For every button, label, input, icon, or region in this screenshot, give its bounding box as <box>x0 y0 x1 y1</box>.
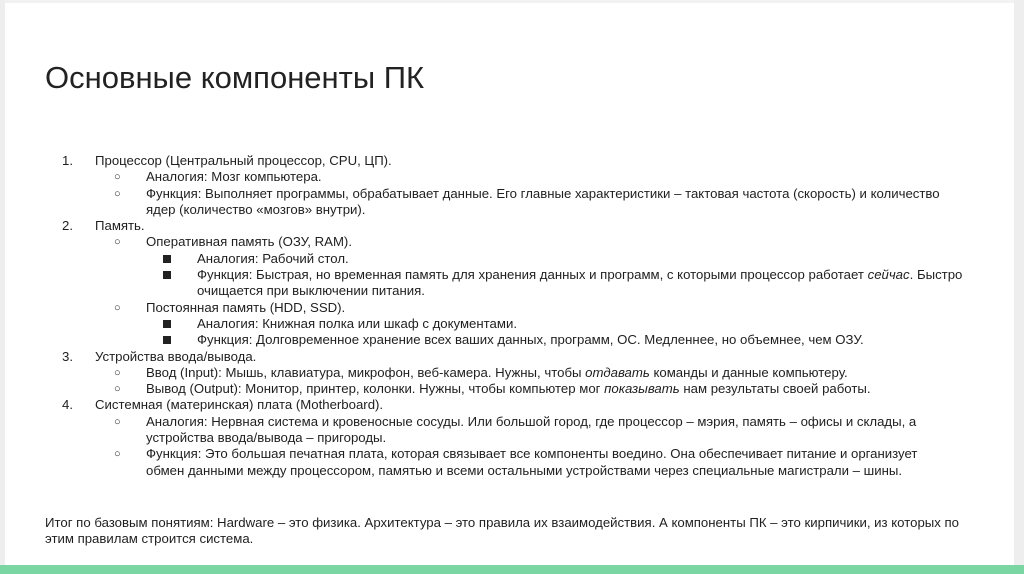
sub-item-text: Функция: Это большая печатная плата, которая связывает все компоненты воедино. Она обеспечивает питание и организует обмен данными между процессором, памятью и всеми остальными устройствами через специальные магистрали – шины. <box>146 446 918 478</box>
list-item-text: Процессор (Центральный процессор, CPU, ЦП). <box>95 153 392 168</box>
sub-item <box>0 381 946 397</box>
square-bullet-icon <box>163 271 171 279</box>
sub-sub-item <box>0 316 987 332</box>
square-bullet-icon <box>163 320 171 328</box>
list-number: 1. <box>62 153 73 168</box>
sub-item <box>0 169 946 185</box>
circle-bullet-icon: ○ <box>114 448 121 461</box>
sub-item <box>0 300 946 316</box>
list-item-io <box>0 349 1014 365</box>
sub-item <box>0 365 946 381</box>
sub-item <box>0 234 946 250</box>
list-item-processor <box>0 153 1014 169</box>
sub-sub-item <box>0 267 987 300</box>
sub-item-text: Оперативная память (ОЗУ, RAM). <box>146 234 352 250</box>
sub-item-text: Постоянная память (HDD, SSD). <box>146 299 346 315</box>
list-number: 4. <box>62 397 73 413</box>
sub-sub-item-text: Аналогия: Книжная полка или шкаф с документами. <box>197 315 517 331</box>
circle-bullet-icon: ○ <box>114 236 121 249</box>
list-item-memory <box>0 218 1014 234</box>
slide-title: Основные компоненты ПК <box>45 60 425 95</box>
sub-sub-item-text: Аналогия: Рабочий стол. <box>197 250 349 266</box>
sub-item-text: Функция: Выполняет программы, обрабатывает данные. Его главные характеристики – тактовая частота (скорость) и количество ядер (количество «мозгов» внутри). <box>146 185 940 217</box>
sub-sub-item <box>0 251 987 267</box>
sub-item <box>0 186 946 219</box>
sub-item-text: Ввод (Input): Мышь, клавиатура, микрофон, веб-камера. Нужны, чтобы отдавать команды и данные компьютеру. <box>146 364 848 380</box>
circle-bullet-icon: ○ <box>114 187 121 200</box>
list-item-text: Системная (материнская) плата (Motherboard). <box>95 397 384 413</box>
summary-paragraph: Итог по базовым понятиям: Hardware – это физика. Архитектура – это правила их взаимодействия. А компоненты ПК – это кирпичики, из которых по этим правилам строится система. <box>45 515 959 547</box>
circle-bullet-icon: ○ <box>114 366 121 379</box>
slide-frame-top <box>0 0 1024 3</box>
list-item-text: Устройства ввода/вывода. <box>95 348 257 364</box>
sub-item-text: Аналогия: Мозг компьютера. <box>146 169 322 185</box>
square-bullet-icon <box>163 255 171 263</box>
circle-bullet-icon: ○ <box>114 301 121 314</box>
list-number: 3. <box>62 348 73 364</box>
sub-sub-item <box>0 332 987 348</box>
sub-item <box>0 446 946 479</box>
sub-item-text: Вывод (Output): Монитор, принтер, колонки. Нужны, чтобы компьютер мог показывать нам результаты своей работы. <box>146 381 871 397</box>
outline-list <box>0 153 1014 479</box>
square-bullet-icon <box>163 336 171 344</box>
circle-bullet-icon: ○ <box>114 383 121 396</box>
list-number: 2. <box>62 218 73 234</box>
slide-frame-right <box>1014 0 1024 574</box>
sub-item-text: Аналогия: Нервная система и кровеносные сосуды. Или большой город, где процессор – мэрия, память – офисы и склады, а устройства ввода/вывода – пригороды. <box>146 413 917 446</box>
circle-bullet-icon: ○ <box>114 171 121 184</box>
sub-sub-item-text: Функция: Быстрая, но временная память для хранения данных и программ, с которыми процессор работает сейчас. Быстро очищается при выключении питания. <box>197 267 963 299</box>
sub-sub-item-text: Функция: Долговременное хранение всех ваших данных, программ, ОС. Медленнее, но объемнее, чем ОЗУ. <box>197 332 864 348</box>
circle-bullet-icon: ○ <box>114 415 121 428</box>
list-item-text: Память. <box>95 218 145 234</box>
list-item-motherboard <box>0 397 1014 413</box>
sub-item <box>0 414 946 447</box>
accent-bottom-bar <box>0 565 1024 574</box>
